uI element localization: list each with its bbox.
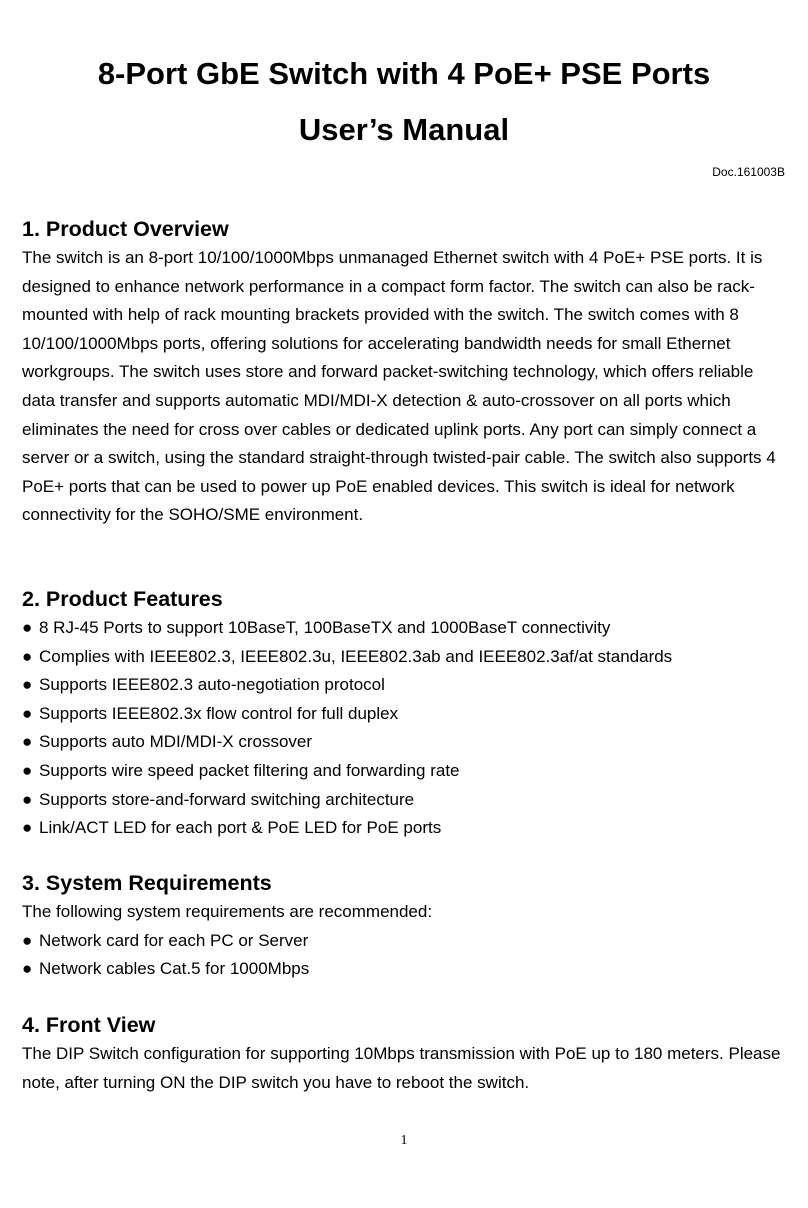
section-heading: 2. Product Features — [22, 587, 223, 611]
bullet-icon: ● — [22, 789, 33, 809]
list-item — [22, 614, 788, 643]
page-number: 1 — [400, 1133, 408, 1148]
list-item — [22, 814, 788, 843]
section-front-view — [22, 1010, 788, 1097]
bullet-icon: ● — [22, 675, 33, 695]
bullet-icon: ● — [22, 618, 33, 637]
list-item-text: Supports IEEE802.3x flow control for full duplex — [39, 703, 399, 723]
bullet-icon: ● — [22, 760, 33, 780]
section-system-requirements — [22, 868, 788, 984]
section-paragraph: The switch is an 8-port 10/100/1000Mbps unmanaged Ethernet switch with 4 PoE+ PSE ports. It is designed to enhance network performance in a compact form factor. The switch can also be rack-mounted with help of rack mounting brackets provided with the switch. The switch comes with 8 10/100/1000Mbps ports, offering solutions for accelerating bandwidth needs for small Ethernet workgroups. The switch uses store and forward packet-switching technology, which offers reliable data transfer and supports automatic MDI/MDI-X detection & auto-crossover on all ports which eliminates the need for cross over cables or dedicated uplink ports. Any port can simply connect a server or a switch, using the standard straight-through twisted-pair cable. The switch also supports 4 PoE+ ports that can be used to power up PoE enabled devices. This switch is ideal for network connectivity for the SOHO/SME environment. — [22, 248, 776, 525]
list-item — [22, 927, 788, 956]
list-item-text: Supports auto MDI/MDI-X crossover — [39, 732, 313, 752]
list-item — [22, 955, 788, 984]
list-item-text: Network cables Cat.5 for 1000Mbps — [39, 959, 310, 979]
list-item-text: Link/ACT LED for each port & PoE LED for PoE ports — [39, 818, 442, 838]
list-item — [22, 786, 788, 815]
section-heading: 3. System Requirements — [22, 871, 272, 895]
document-number: Doc.161003B — [712, 165, 785, 179]
list-item-text: Supports IEEE802.3 auto-negotiation protocol — [39, 675, 385, 695]
list-item-text: Complies with IEEE802.3, IEEE802.3u, IEEE802.3ab and IEEE802.3af/at standards — [39, 646, 673, 666]
list-item — [22, 671, 788, 700]
list-item-text: Supports store-and-forward switching architecture — [39, 789, 415, 809]
section-paragraph: The DIP Switch configuration for supporting 10Mbps transmission with PoE up to 180 meters. Please note, after turning ON the DIP switch you have to reboot the switch. — [22, 1044, 781, 1092]
list-item — [22, 728, 788, 757]
bullet-icon: ● — [22, 959, 33, 979]
bullet-icon: ● — [22, 646, 33, 666]
bullet-icon: ● — [22, 703, 33, 723]
requirements-list — [22, 927, 788, 984]
list-item-text: 8 RJ-45 Ports to support 10BaseT, 100BaseTX and 1000BaseT connectivity — [39, 618, 611, 637]
section-heading: 1. Product Overview — [22, 217, 229, 241]
bullet-icon: ● — [22, 930, 33, 950]
list-item — [22, 700, 788, 729]
list-item — [22, 757, 788, 786]
list-item-text: Supports wire speed packet filtering and forwarding rate — [39, 760, 460, 780]
document-title: 8-Port GbE Switch with 4 PoE+ PSE Ports — [97, 56, 711, 91]
list-item-text: Network card for each PC or Server — [39, 930, 309, 950]
bullet-icon: ● — [22, 732, 33, 752]
list-item — [22, 643, 788, 672]
section-product-overview — [22, 214, 788, 530]
section-paragraph: The following system requirements are recommended: — [22, 902, 433, 921]
bullet-icon: ● — [22, 818, 33, 838]
section-heading: 4. Front View — [22, 1013, 156, 1037]
section-product-features — [22, 584, 788, 843]
feature-list — [22, 614, 788, 843]
document-subtitle: User’s Manual — [298, 112, 510, 147]
